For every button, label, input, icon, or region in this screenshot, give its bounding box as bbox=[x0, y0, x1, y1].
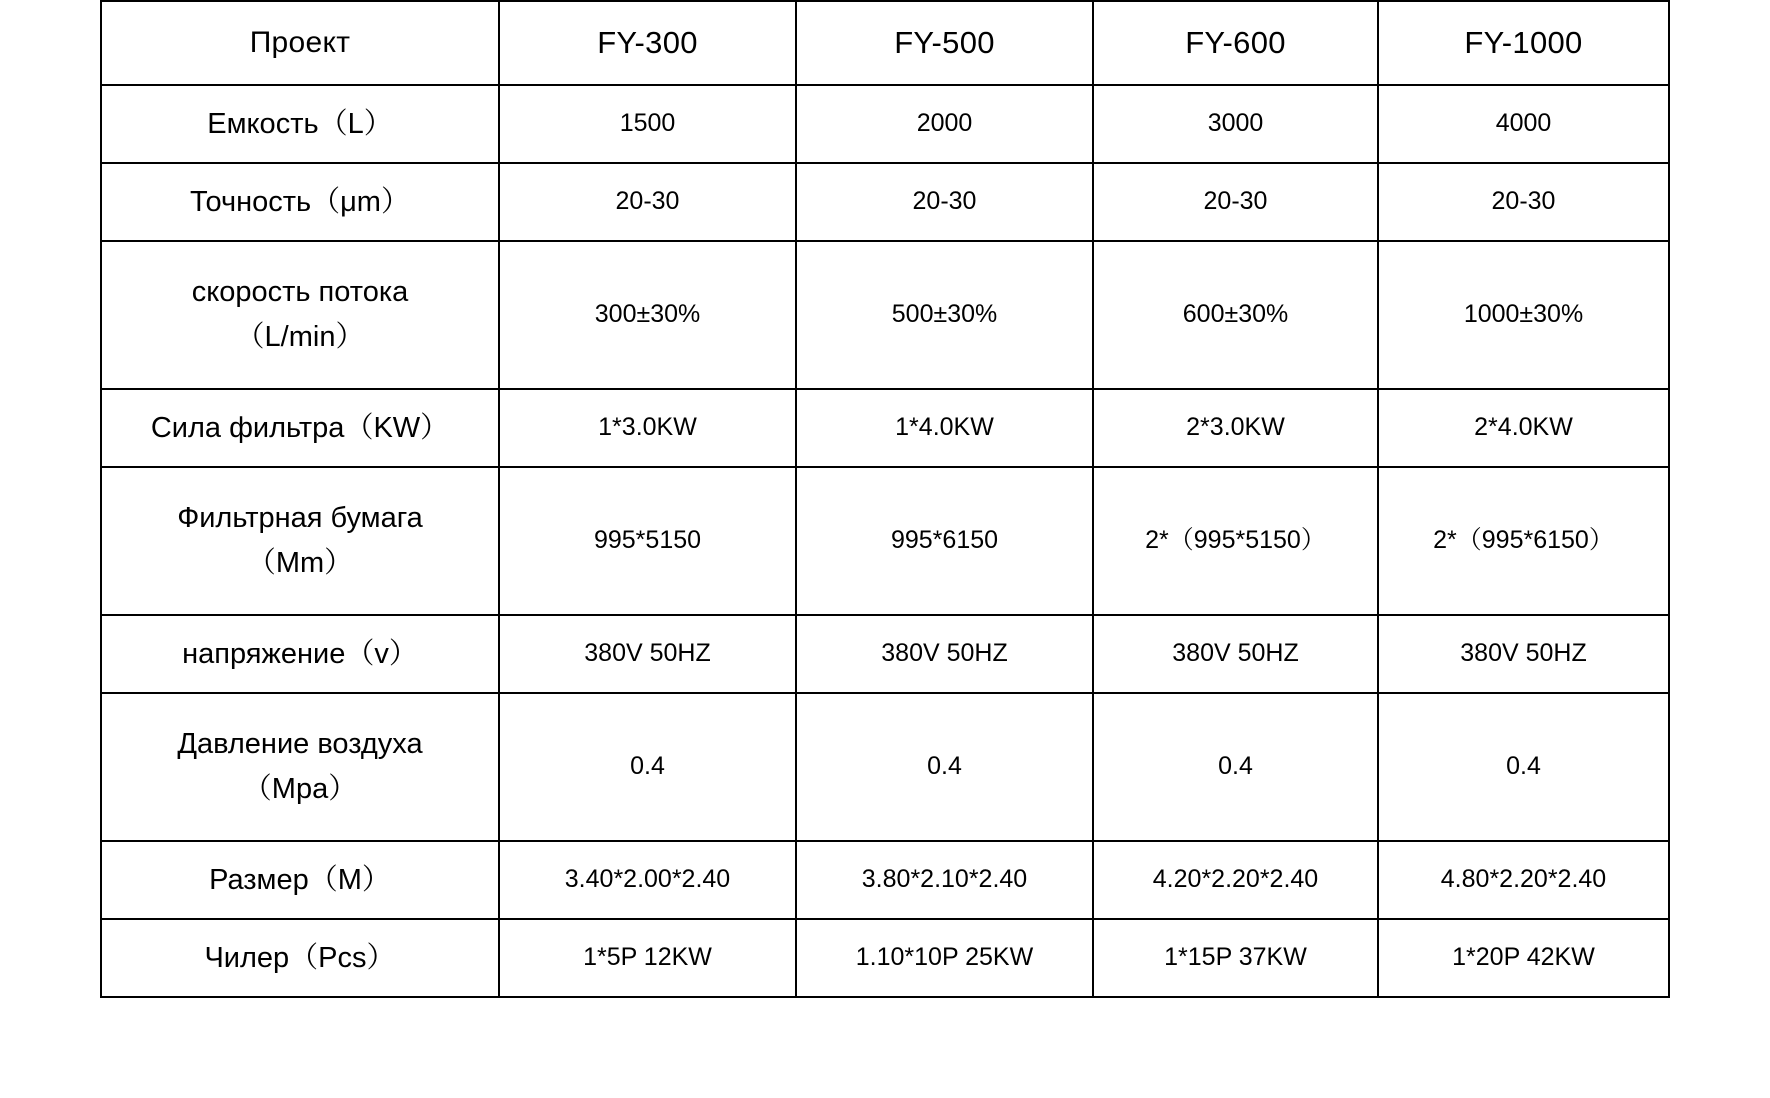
row-label-filter-paper-line2: （Mm） bbox=[246, 547, 354, 579]
cell-accuracy-fy300: 20-30 bbox=[499, 163, 796, 241]
cell-voltage-fy1000: 380V 50HZ bbox=[1378, 615, 1669, 693]
row-label-air-pressure-line1: Давление воздуха bbox=[177, 728, 423, 761]
cell-flow-rate-fy600: 600±30% bbox=[1093, 241, 1378, 389]
cell-capacity-fy500: 2000 bbox=[796, 85, 1093, 163]
table-row bbox=[101, 241, 1669, 389]
cell-accuracy-fy500: 20-30 bbox=[796, 163, 1093, 241]
table-row bbox=[101, 841, 1669, 919]
cell-air-pressure-fy300: 0.4 bbox=[499, 693, 796, 841]
table-row bbox=[101, 693, 1669, 841]
cell-filter-paper-fy600: 2*（995*5150） bbox=[1093, 467, 1378, 615]
row-label-air-pressure bbox=[101, 693, 499, 841]
cell-chiller-fy300: 1*5P 12KW bbox=[499, 919, 796, 997]
cell-chiller-fy600: 1*15P 37KW bbox=[1093, 919, 1378, 997]
cell-chiller-fy1000: 1*20P 42KW bbox=[1378, 919, 1669, 997]
specification-table bbox=[100, 0, 1670, 998]
row-label-filter-paper bbox=[101, 467, 499, 615]
row-label-air-pressure-line2: （Mpa） bbox=[242, 773, 358, 805]
cell-accuracy-fy600: 20-30 bbox=[1093, 163, 1378, 241]
row-label-filter-power: Сила фильтра（KW） bbox=[101, 389, 499, 467]
table-row bbox=[101, 85, 1669, 163]
column-header-fy600: FY-600 bbox=[1093, 1, 1378, 85]
column-header-fy1000: FY-1000 bbox=[1378, 1, 1669, 85]
cell-accuracy-fy1000: 20-30 bbox=[1378, 163, 1669, 241]
table-row bbox=[101, 389, 1669, 467]
cell-filter-power-fy300: 1*3.0KW bbox=[499, 389, 796, 467]
row-label-size: Размер（M） bbox=[101, 841, 499, 919]
table-row bbox=[101, 615, 1669, 693]
row-label-filter-paper-line1: Фильтрная бумага bbox=[177, 502, 423, 535]
row-label-flow-rate-line2: （L/min） bbox=[235, 321, 365, 353]
row-label-voltage: напряжение（v） bbox=[101, 615, 499, 693]
cell-capacity-fy1000: 4000 bbox=[1378, 85, 1669, 163]
cell-filter-paper-fy500: 995*6150 bbox=[796, 467, 1093, 615]
cell-voltage-fy600: 380V 50HZ bbox=[1093, 615, 1378, 693]
cell-filter-paper-fy300: 995*5150 bbox=[499, 467, 796, 615]
cell-capacity-fy300: 1500 bbox=[499, 85, 796, 163]
row-label-flow-rate bbox=[101, 241, 499, 389]
cell-size-fy600: 4.20*2.20*2.40 bbox=[1093, 841, 1378, 919]
cell-flow-rate-fy500: 500±30% bbox=[796, 241, 1093, 389]
cell-capacity-fy600: 3000 bbox=[1093, 85, 1378, 163]
row-label-accuracy: Точность（μm） bbox=[101, 163, 499, 241]
cell-voltage-fy300: 380V 50HZ bbox=[499, 615, 796, 693]
table-header-row bbox=[101, 1, 1669, 85]
row-label-capacity: Емкость（L） bbox=[101, 85, 499, 163]
cell-filter-power-fy600: 2*3.0KW bbox=[1093, 389, 1378, 467]
cell-size-fy1000: 4.80*2.20*2.40 bbox=[1378, 841, 1669, 919]
cell-flow-rate-fy1000: 1000±30% bbox=[1378, 241, 1669, 389]
column-header-fy500: FY-500 bbox=[796, 1, 1093, 85]
table-row bbox=[101, 467, 1669, 615]
column-header-fy300: FY-300 bbox=[499, 1, 796, 85]
cell-size-fy300: 3.40*2.00*2.40 bbox=[499, 841, 796, 919]
table-row bbox=[101, 163, 1669, 241]
cell-air-pressure-fy600: 0.4 bbox=[1093, 693, 1378, 841]
cell-air-pressure-fy1000: 0.4 bbox=[1378, 693, 1669, 841]
row-label-chiller: Чилер（Pcs） bbox=[101, 919, 499, 997]
cell-air-pressure-fy500: 0.4 bbox=[796, 693, 1093, 841]
cell-filter-power-fy500: 1*4.0KW bbox=[796, 389, 1093, 467]
table-row bbox=[101, 919, 1669, 997]
cell-voltage-fy500: 380V 50HZ bbox=[796, 615, 1093, 693]
column-header-project: Проект bbox=[101, 1, 499, 85]
cell-flow-rate-fy300: 300±30% bbox=[499, 241, 796, 389]
cell-filter-paper-fy1000: 2*（995*6150） bbox=[1378, 467, 1669, 615]
row-label-flow-rate-line1: скорость потока bbox=[191, 276, 409, 309]
cell-chiller-fy500: 1.10*10P 25KW bbox=[796, 919, 1093, 997]
cell-filter-power-fy1000: 2*4.0KW bbox=[1378, 389, 1669, 467]
cell-size-fy500: 3.80*2.10*2.40 bbox=[796, 841, 1093, 919]
